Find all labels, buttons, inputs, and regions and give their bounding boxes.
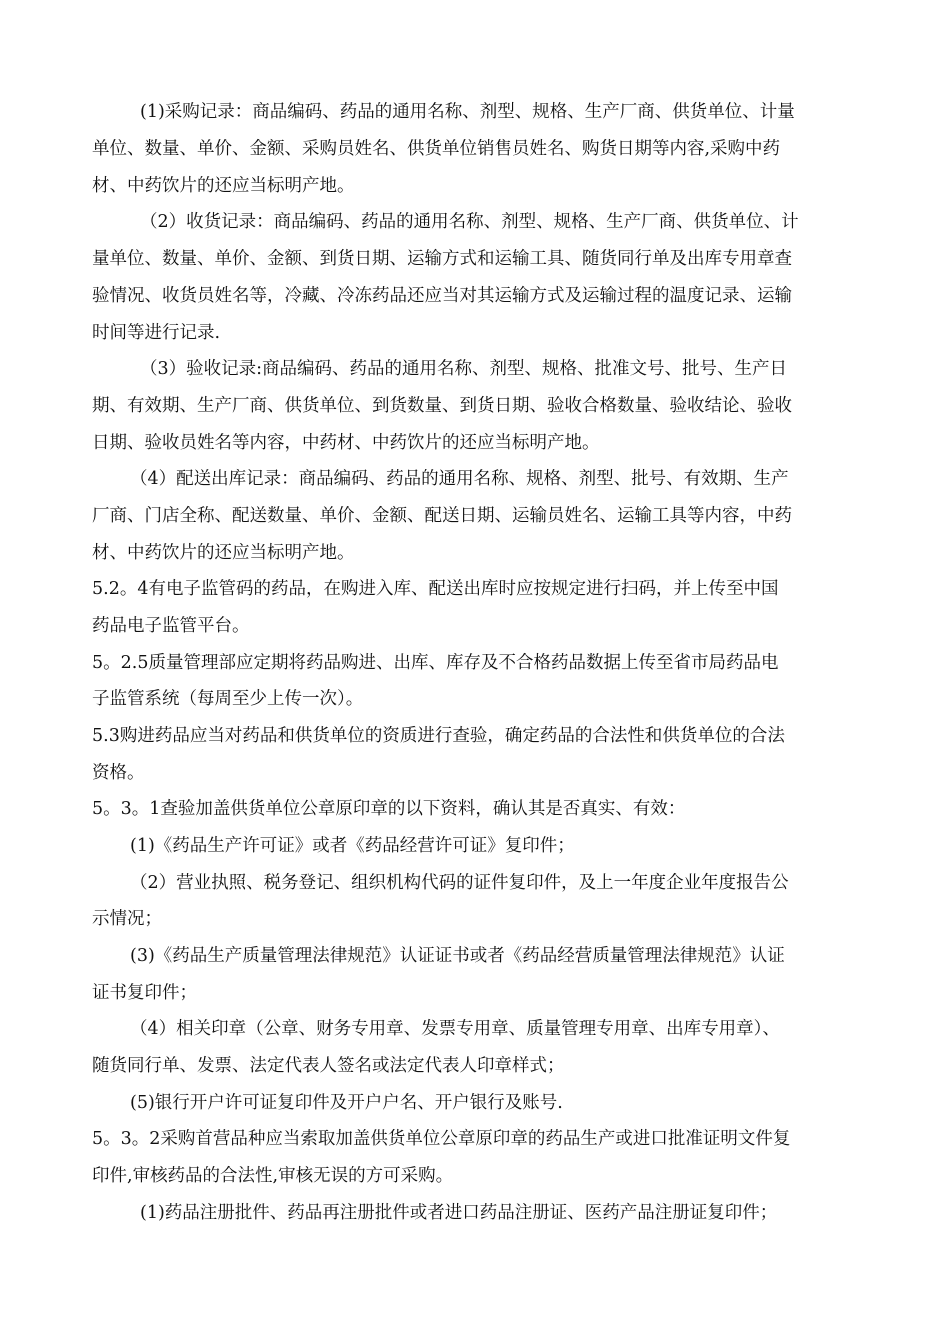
text-line: (1)《药品生产许可证》或者《药品经营许可证》复印件； [130, 836, 575, 856]
text-line: 量单位、数量、单价、金额、到货日期、运输方式和运输工具、随货同行单及出库专用章查 [92, 249, 792, 269]
text-line: （4）配送出库记录：商品编码、药品的通用名称、规格、剂型、批号、有效期、生产 [130, 469, 789, 489]
text-line: 资格。 [92, 763, 145, 783]
text-line: 5。3。1查验加盖供货单位公章原印章的以下资料，确认其是否真实、有效： [92, 799, 686, 819]
text-line: 5。3。2采购首营品种应当索取加盖供货单位公章原印章的药品生产或进口批准证明文件复 [92, 1129, 791, 1149]
text-line: 子监管系统（每周至少上传一次）。 [92, 689, 364, 709]
text-line: 验情况、收货员姓名等，冷藏、冷冻药品还应当对其运输方式及运输过程的温度记录、运输 [92, 286, 792, 306]
text-line: 单位、数量、单价、金额、采购员姓名、供货单位销售员姓名、购货日期等内容,采购中药 [92, 139, 781, 159]
text-line: （2）收货记录：商品编码、药品的通用名称、剂型、规格、生产厂商、供货单位、计 [140, 212, 799, 232]
text-line: 印件,审核药品的合法性,审核无误的方可采购。 [92, 1166, 454, 1186]
text-line: (1)药品注册批件、药品再注册批件或者进口药品注册证、医药产品注册证复印件； [140, 1203, 778, 1223]
text-line: (5)银行开户许可证复印件及开户户名、开户银行及账号. [130, 1093, 563, 1113]
text-line: 材、中药饮片的还应当标明产地。 [92, 176, 355, 196]
text-line: 材、中药饮片的还应当标明产地。 [92, 543, 355, 563]
text-line: 5.3购进药品应当对药品和供货单位的资质进行查验，确定药品的合法性和供货单位的合法 [92, 726, 785, 746]
text-line: 日期、验收员姓名等内容，中药材、中药饮片的还应当标明产地。 [92, 433, 600, 453]
text-line: 5。2.5质量管理部应定期将药品购进、出库、库存及不合格药品数据上传至省市局药品电 [92, 653, 779, 673]
text-line: 证书复印件； [92, 983, 197, 1003]
text-line: （3）验收记录:商品编码、药品的通用名称、剂型、规格、批准文号、批号、生产日 [140, 359, 788, 379]
text-line: （4）相关印章（公章、财务专用章、发票专用章、质量管理专用章、出库专用章）、 [130, 1019, 780, 1039]
text-line: 时间等进行记录. [92, 323, 221, 343]
text-line: 5.2。4有电子监管码的药品，在购进入库、配送出库时应按规定进行扫码，并上传至中国 [92, 579, 779, 599]
text-line: 期、有效期、生产厂商、供货单位、到货数量、到货日期、验收合格数量、验收结论、验收 [92, 396, 792, 416]
text-line: 厂商、门店全称、配送数量、单价、金额、配送日期、运输员姓名、运输工具等内容，中药 [92, 506, 792, 526]
text-line: (1)采购记录：商品编码、药品的通用名称、剂型、规格、生产厂商、供货单位、计量 [140, 102, 795, 122]
text-line: （2）营业执照、税务登记、组织机构代码的证件复印件，及上一年度企业年度报告公 [130, 873, 789, 893]
text-line: (3)《药品生产质量管理法律规范》认证证书或者《药品经营质量管理法律规范》认证 [130, 946, 785, 966]
text-line: 随货同行单、发票、法定代表人签名或法定代表人印章样式； [92, 1056, 565, 1076]
text-line: 药品电子监管平台。 [92, 616, 250, 636]
text-line: 示情况； [92, 909, 162, 929]
